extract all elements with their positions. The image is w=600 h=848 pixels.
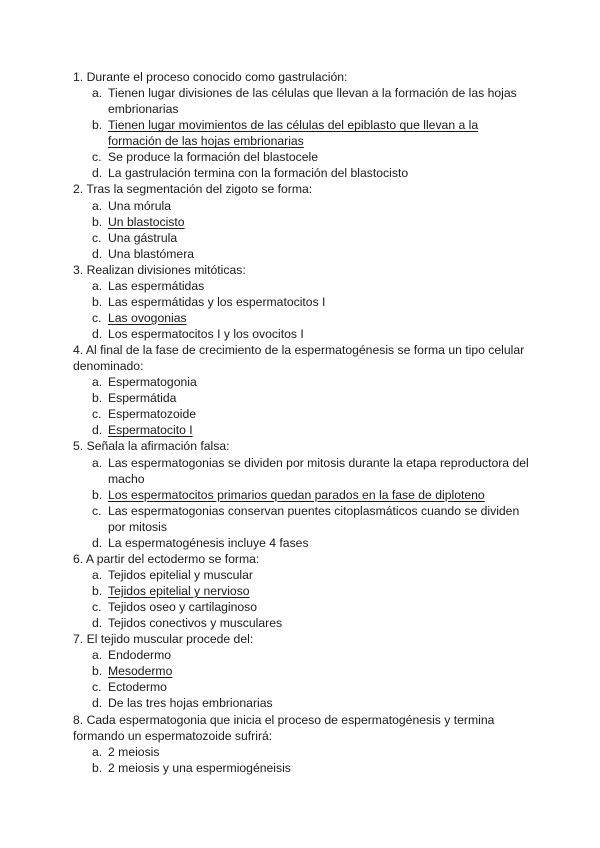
option-b-underlined: b. Tienen lugar movimientos de las células del epiblasto que llevan a la formación de las hojas embrionarias xyxy=(92,118,479,149)
option-c: c. Una gástrula xyxy=(92,230,178,245)
option-b-underlined: b. Los espermatocitos primarios quedan parados en la fase de diploteno xyxy=(92,487,485,502)
option-d: d. La espermatogénesis incluye 4 fases xyxy=(92,535,309,550)
option-a: a. Las espermátidas xyxy=(92,278,205,293)
question-6 xyxy=(73,551,533,631)
option-c: c. Ectodermo xyxy=(92,680,167,695)
question-text: 6. A partir del ectodermo se forma: xyxy=(73,551,260,566)
option-d: d. La gastrulación termina con la formación del blastocisto xyxy=(92,166,409,181)
question-5 xyxy=(73,438,533,550)
option-a: a. 2 meiosis xyxy=(92,744,160,759)
question-7 xyxy=(73,631,533,711)
options-list xyxy=(73,647,533,711)
options-list xyxy=(73,198,533,262)
question-text: 1. Durante el proceso conocido como gastrulación: xyxy=(73,70,348,84)
option-b: b. 2 meiosis y una espermiogéneisis xyxy=(92,760,291,775)
option-c: c. Espermatozoide xyxy=(92,407,197,422)
question-text: 4. Al final de la fase de crecimiento de la espermatogénesis se forma un tipo celular denominado: xyxy=(73,343,525,374)
option-b: b. Las espermátidas y los espermatocitos I xyxy=(92,294,326,309)
question-2 xyxy=(73,181,533,261)
option-d: d. Una blastómera xyxy=(92,246,195,261)
question-text: 5. Señala la afirmación falsa: xyxy=(73,439,230,454)
question-text: 7. El tejido muscular procede del: xyxy=(73,632,254,647)
option-d: d. Los espermatocitos I y los ovocitos I xyxy=(92,327,304,341)
option-c: c. Las espermatogonias conservan puentes citoplasmáticos cuando se dividen por mitosis xyxy=(92,503,520,534)
option-a: a. Las espermatogonias se dividen por mitosis durante la etapa reproductora del macho xyxy=(92,455,529,486)
question-1 xyxy=(73,69,533,181)
option-a: a. Tejidos epitelial y muscular xyxy=(92,567,253,582)
option-a: a. Espermatogonia xyxy=(92,375,197,390)
option-d: d. Tejidos conectivos y musculares xyxy=(92,616,283,631)
option-b-underlined: b. Tejidos epitelial y nervioso xyxy=(92,584,250,598)
options-list xyxy=(73,278,533,342)
option-d-underlined: d. Espermatocito I xyxy=(92,423,193,438)
options-list xyxy=(73,744,533,776)
question-text: 2. Tras la segmentación del zigoto se forma: xyxy=(73,182,313,197)
options-list xyxy=(73,85,533,181)
question-8 xyxy=(73,712,533,776)
option-b-underlined: b. Un blastocisto xyxy=(92,214,185,229)
option-a: a. Una mórula xyxy=(92,198,171,213)
option-a: a. Tienen lugar divisiones de las células que llevan a la formación de las hojas embrionarias xyxy=(92,86,517,117)
option-c-underlined: c. Las ovogonias xyxy=(92,310,187,325)
option-d: d. De las tres hojas embrionarias xyxy=(92,696,273,711)
question-4 xyxy=(73,342,533,438)
question-text: 3. Realizan divisiones mitóticas: xyxy=(73,262,246,277)
document-page xyxy=(73,69,533,776)
question-3 xyxy=(73,262,533,342)
question-text: 8. Cada espermatogonia que inicia el proceso de espermatogénesis y termina formando un espermatozoide sufrirá: xyxy=(73,712,495,743)
options-list xyxy=(73,374,533,438)
options-list xyxy=(73,455,533,551)
options-list xyxy=(73,567,533,631)
option-c: c. Se produce la formación del blastocele xyxy=(92,150,319,165)
option-c: c. Tejidos oseo y cartilaginoso xyxy=(92,600,258,615)
option-b-underlined: b. Mesodermo xyxy=(92,664,173,679)
option-b: b. Espermátida xyxy=(92,391,177,406)
option-a: a. Endodermo xyxy=(92,648,172,663)
